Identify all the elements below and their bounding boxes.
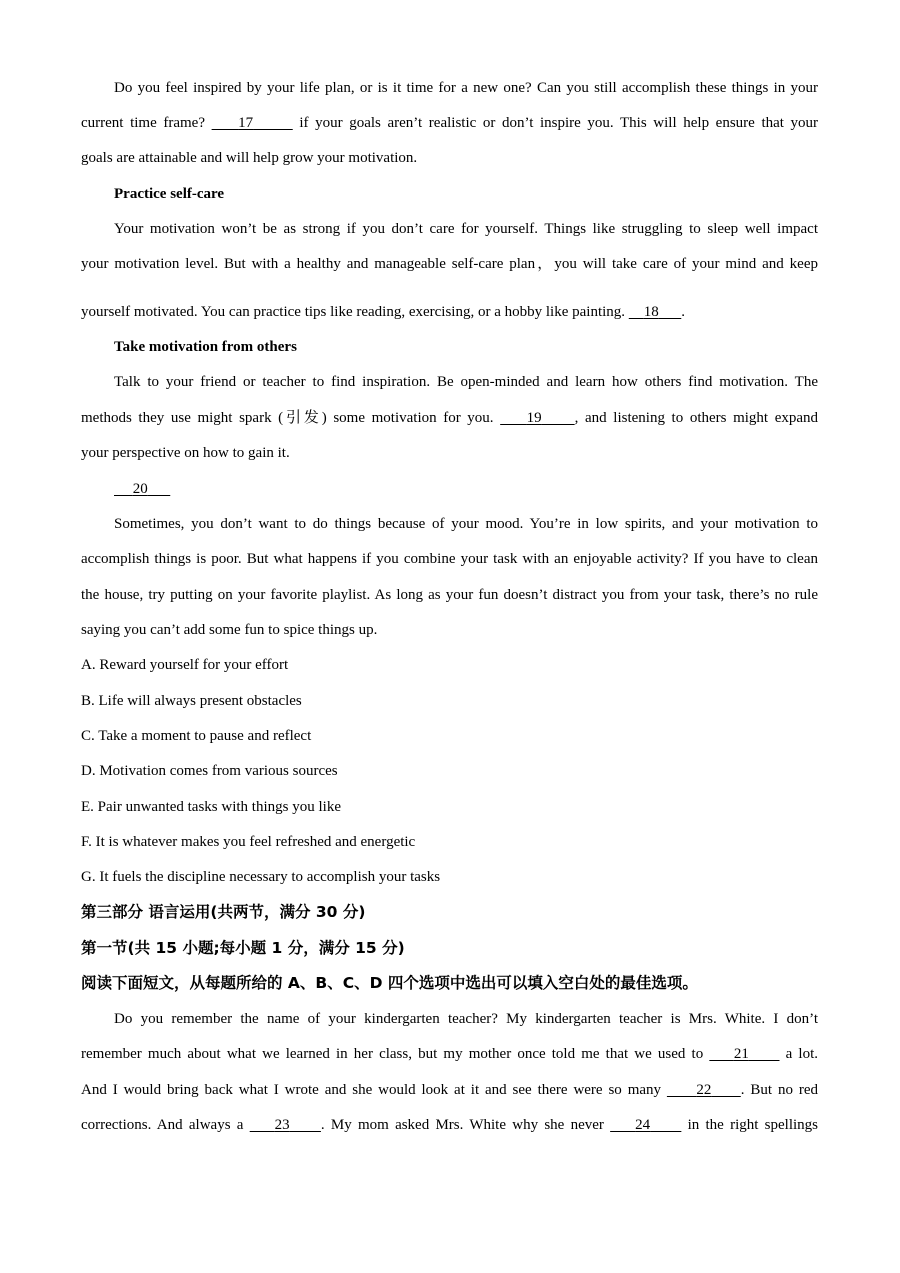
blank-number: 22	[696, 1082, 712, 1098]
option-e: E. Pair unwanted tasks with things you like	[81, 799, 341, 815]
para4-line4: saying you can’t add some fun to spice things up.	[81, 622, 378, 638]
heading-take-motivation: Take motivation from others	[114, 339, 297, 355]
heading-self-care: Practice self-care	[114, 186, 225, 202]
option-c: C. Take a moment to pause and reflect	[81, 728, 312, 744]
blank-17	[212, 115, 293, 131]
option-g: G. It fuels the discipline necessary to accomplish your tasks	[81, 869, 441, 885]
text: yourself motivated. You can practice tips like reading, exercising, or a hobby like painting.	[81, 304, 629, 320]
blank-number: 21	[733, 1046, 749, 1062]
text: a lot.	[779, 1046, 818, 1062]
blank-number: 18	[643, 304, 659, 320]
para2-line1: Your motivation won’t be as strong if you don’t care for yourself. Things like struggling to sleep well impact	[114, 221, 818, 237]
para2-line2: your motivation level. But with a healthy and manageable self-care plan，you will take care of your mind and keep	[81, 256, 818, 272]
blank-18	[629, 304, 682, 320]
text: current time frame?	[81, 115, 212, 131]
text: , and listening to others might expand	[574, 410, 819, 426]
para2-line3	[81, 302, 818, 322]
blank-number: 23	[274, 1117, 290, 1133]
para5-line4	[81, 1115, 818, 1135]
blank-24	[610, 1117, 681, 1133]
text: if your goals aren’t realistic or don’t inspire you. This will help ensure that your	[292, 115, 819, 131]
para4-line1: Sometimes, you don’t want to do things because of your mood. You’re in low spirits, and your motivation to	[114, 516, 818, 532]
blank-number: 20	[132, 481, 148, 497]
text: . But no red	[740, 1082, 819, 1098]
option-d: D. Motivation comes from various sources	[81, 763, 338, 779]
instruction: 阅读下面短文，从每题所给的 A、B、C、D 四个选项中选出可以填入空白处的最佳选项。	[81, 974, 698, 992]
section-3-heading: 第三部分 语言运用(共两节，满分 30 分)	[81, 903, 366, 921]
para5-line1: Do you remember the name of your kindergarten teacher? My kindergarten teacher is Mrs. White. I don’t	[114, 1011, 818, 1027]
blank-number: 19	[526, 410, 542, 426]
blank-number: 17	[238, 115, 254, 131]
option-f: F. It is whatever makes you feel refreshed and energetic	[81, 834, 416, 850]
text: corrections. And always a	[81, 1117, 250, 1133]
para3-line2	[81, 408, 818, 428]
blank-20	[114, 481, 170, 497]
para4-line3: the house, try putting on your favorite playlist. As long as your fun doesn’t distract you from your task, there’s no rule	[81, 587, 818, 603]
heading-blank-20	[114, 479, 818, 499]
para5-line3	[81, 1080, 818, 1100]
para1-line2	[81, 113, 818, 133]
para3-line3: your perspective on how to gain it.	[81, 445, 290, 461]
option-b: B. Life will always present obstacles	[81, 693, 302, 709]
text: . My mom asked Mrs. White why she never	[320, 1117, 611, 1133]
blank-19	[500, 410, 574, 426]
blank-22	[667, 1082, 741, 1098]
para1-line3: goals are attainable and will help grow your motivation.	[81, 150, 418, 166]
text: in the right spellings	[681, 1117, 819, 1133]
text: remember much about what we learned in her class, but my mother once told me that we used to	[81, 1046, 710, 1062]
blank-21	[709, 1046, 779, 1062]
para4-line2: accomplish things is poor. But what happens if you combine your task with an enjoyable activity? If you have to clean	[81, 551, 818, 567]
para1-line1: Do you feel inspired by your life plan, or is it time for a new one? Can you still accomplish these things in your	[114, 80, 818, 96]
option-a: A. Reward yourself for your effort	[81, 657, 289, 673]
blank-number: 24	[635, 1117, 651, 1133]
para3-line1: Talk to your friend or teacher to find inspiration. Be open-minded and learn how others find motivation. The	[114, 374, 818, 390]
section-3-1-heading: 第一节(共 15 小题;每小题 1 分，满分 15 分)	[81, 939, 405, 957]
para5-line2	[81, 1044, 818, 1064]
blank-23	[250, 1117, 321, 1133]
text: And I would bring back what I wrote and she would look at it and see there were so many	[81, 1082, 667, 1098]
text: methods they use might spark (引发) some motivation for you.	[81, 410, 501, 426]
text: .	[681, 304, 686, 320]
